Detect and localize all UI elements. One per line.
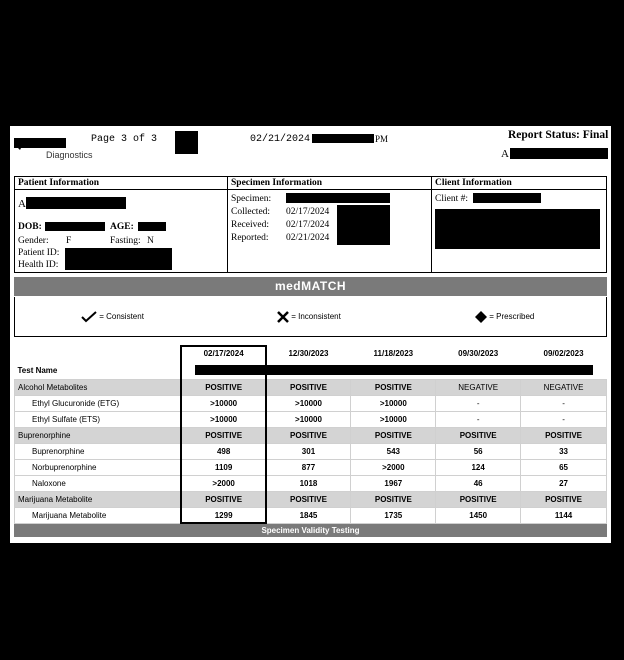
result-cell: POSITIVE — [436, 428, 521, 444]
patient-name-initial: A — [18, 198, 26, 210]
patient-id-label: Patient ID: — [18, 248, 60, 258]
client-label: Client #: — [435, 194, 468, 204]
table-group-row — [15, 380, 607, 396]
result-cell: 1845 — [266, 508, 351, 524]
health-id-label: Health ID: — [18, 260, 59, 270]
result-cell: POSITIVE — [181, 492, 266, 508]
medmatch-band: medMATCH — [14, 277, 607, 296]
client-info-heading: Client Information — [432, 177, 606, 190]
test-name-cell: Ethyl Glucuronide (ETG) — [15, 396, 182, 412]
diamond-icon — [475, 311, 487, 323]
legend-consistent-label: = Consistent — [99, 312, 144, 322]
reported-value: 02/21/2024 — [286, 233, 330, 243]
date-header: 02/17/2024 — [203, 349, 244, 358]
result-cell: POSITIVE — [521, 428, 607, 444]
result-cell: 877 — [266, 460, 351, 476]
result-cell: POSITIVE — [351, 492, 436, 508]
specimen-label: Specimen: — [231, 194, 272, 204]
date-header: 09/30/2023 — [458, 349, 499, 358]
result-cell: POSITIVE — [351, 428, 436, 444]
result-cell: >10000 — [351, 396, 436, 412]
result-cell: 27 — [521, 476, 607, 492]
reported-label: Reported: — [231, 233, 269, 243]
test-name-header: Test Name — [17, 366, 58, 375]
result-cell: 1967 — [351, 476, 436, 492]
table-row — [15, 508, 607, 524]
redacted-dob — [45, 222, 105, 231]
redacted-patient-ids — [65, 248, 172, 270]
result-cell: >10000 — [266, 412, 351, 428]
result-cell: 1018 — [266, 476, 351, 492]
test-name-cell: Marijuana Metabolite — [15, 492, 182, 508]
result-cell: >10000 — [181, 412, 266, 428]
header-name-initial: A — [501, 148, 509, 160]
legend-prescribed — [475, 311, 534, 323]
table-row — [15, 460, 607, 476]
test-name-cell: Ethyl Sulfate (ETS) — [15, 412, 182, 428]
result-cell: - — [436, 396, 521, 412]
redacted-report-time — [312, 134, 374, 143]
result-cell: NEGATIVE — [521, 380, 607, 396]
x-mark-icon — [277, 311, 289, 323]
redacted-client-number — [473, 193, 541, 203]
received-label: Received: — [231, 220, 269, 230]
result-cell: 543 — [351, 444, 436, 460]
test-name-cell: Naloxone — [15, 476, 182, 492]
information-box — [14, 176, 607, 273]
age-label: AGE: — [110, 222, 134, 232]
test-name-cell: Buprenorphine — [15, 428, 182, 444]
report-status: Report Status: Final — [508, 129, 609, 141]
result-cell: 1144 — [521, 508, 607, 524]
patient-info-column — [15, 177, 228, 272]
logo-swoosh-icon — [16, 134, 46, 156]
page-label: Page 3 of 3 — [91, 134, 158, 145]
redacted-accession-row — [195, 365, 593, 375]
result-cell: POSITIVE — [181, 428, 266, 444]
redacted-header-box — [175, 131, 198, 154]
collected-value: 02/17/2024 — [286, 207, 330, 217]
checkmark-icon — [81, 311, 97, 323]
result-cell: 301 — [266, 444, 351, 460]
result-cell: 1109 — [181, 460, 266, 476]
client-info-column — [432, 177, 606, 272]
table-row — [15, 476, 607, 492]
fasting-value: N — [147, 236, 154, 246]
result-cell: POSITIVE — [266, 380, 351, 396]
result-cell: POSITIVE — [351, 380, 436, 396]
report-time-suffix: PM — [375, 134, 389, 144]
result-cell: POSITIVE — [266, 492, 351, 508]
results-table — [14, 345, 607, 524]
medmatch-legend — [14, 297, 607, 337]
patient-info-heading: Patient Information — [15, 177, 227, 190]
dob-label: DOB: — [18, 222, 42, 232]
test-name-header-row — [15, 362, 607, 380]
redacted-patient-name — [26, 197, 126, 209]
table-row — [15, 444, 607, 460]
fasting-label: Fasting: — [110, 236, 141, 246]
result-cell: NEGATIVE — [436, 380, 521, 396]
result-cell: 124 — [436, 460, 521, 476]
result-cell: >2000 — [351, 460, 436, 476]
test-name-cell: Norbuprenorphine — [15, 460, 182, 476]
table-group-row — [15, 492, 607, 508]
result-cell: 1450 — [436, 508, 521, 524]
redacted-header-name — [510, 148, 608, 159]
table-row — [15, 396, 607, 412]
legend-inconsistent-label: = Inconsistent — [291, 312, 341, 322]
result-cell: 46 — [436, 476, 521, 492]
result-cell: 1299 — [181, 508, 266, 524]
result-cell: 498 — [181, 444, 266, 460]
test-name-cell: Marijuana Metabolite — [15, 508, 182, 524]
legend-prescribed-label: = Prescribed — [489, 312, 535, 322]
gender-label: Gender: — [18, 236, 49, 246]
result-cell: >10000 — [266, 396, 351, 412]
redacted-age — [138, 222, 166, 231]
test-name-cell: Alcohol Metabolites — [15, 380, 182, 396]
result-cell: - — [521, 396, 607, 412]
result-cell: >10000 — [181, 396, 266, 412]
date-header: 11/18/2023 — [373, 349, 414, 358]
report-page — [10, 126, 611, 543]
result-cell: 56 — [436, 444, 521, 460]
result-cell: >2000 — [181, 476, 266, 492]
collected-label: Collected: — [231, 207, 271, 217]
result-cell: 65 — [521, 460, 607, 476]
redacted-client-address — [435, 209, 600, 249]
logo-text: Diagnostics — [46, 150, 93, 160]
result-cell: POSITIVE — [436, 492, 521, 508]
date-header: 09/02/2023 — [543, 349, 584, 358]
result-cell: 33 — [521, 444, 607, 460]
legend-consistent — [81, 311, 144, 323]
specimen-info-column — [228, 177, 432, 272]
result-cell: POSITIVE — [266, 428, 351, 444]
date-header: 12/30/2023 — [288, 349, 329, 358]
gender-value: F — [66, 236, 72, 246]
received-value: 02/17/2024 — [286, 220, 330, 230]
redacted-specimen-number — [286, 193, 390, 203]
result-cell: - — [521, 412, 607, 428]
result-cell: - — [436, 412, 521, 428]
table-group-row — [15, 428, 607, 444]
result-cell: POSITIVE — [181, 380, 266, 396]
specimen-validity-band: Specimen Validity Testing — [14, 524, 607, 537]
test-name-cell: Buprenorphine — [15, 444, 182, 460]
result-cell: 1735 — [351, 508, 436, 524]
specimen-info-heading: Specimen Information — [228, 177, 431, 190]
table-row — [15, 412, 607, 428]
redacted-specimen-times — [337, 205, 390, 245]
date-header-row — [15, 345, 607, 362]
legend-inconsistent — [277, 311, 341, 323]
result-cell: POSITIVE — [521, 492, 607, 508]
report-date: 02/21/2024 — [250, 134, 311, 145]
result-cell: >10000 — [351, 412, 436, 428]
